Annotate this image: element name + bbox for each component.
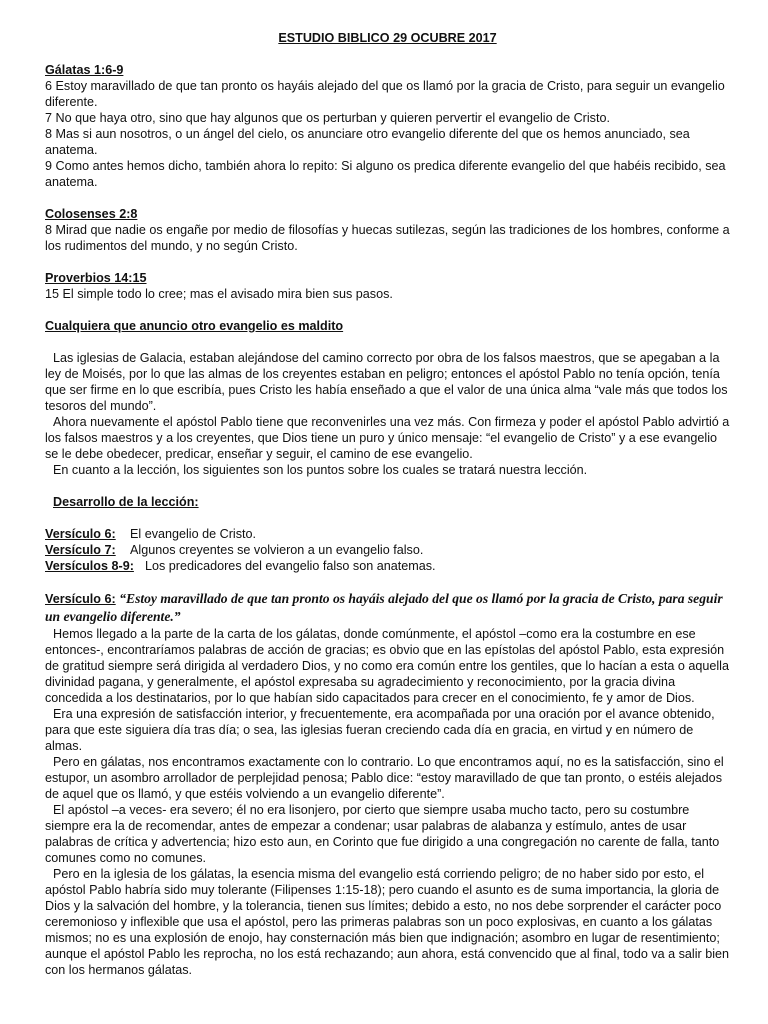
document-page bbox=[45, 30, 730, 978]
paragraph: Ahora nuevamente el apóstol Pablo tiene que reconvenirles una vez más. Con firmeza y poder el apóstol Pablo advirtió a los falsos maestros y a los creyentes, que Dios tiene un puro y único mensaje: “el evangelio de Cristo” y a ese evangelio se le debe obedecer, predicar, enseñar y seguir, el camino de ese evangelio. bbox=[45, 415, 730, 461]
section-proverbios bbox=[45, 270, 730, 302]
verse-line: 9 Como antes hemos dicho, también ahora lo repito: Si alguno os predica diferente evangelio del que habéis recibido, sea anatema. bbox=[45, 159, 726, 189]
verse-line: 8 Mirad que nadie os engañe por medio de filosofías y huecas sutilezas, según las tradiciones de los hombres, conforme a los rudimentos del mundo, y no según Cristo. bbox=[45, 223, 730, 253]
point-text: Algunos creyentes se volvieron a un evangelio falso. bbox=[130, 543, 424, 557]
section-heading: Colosenses 2:8 bbox=[45, 207, 138, 221]
verse-line: 7 No que haya otro, sino que hay algunos que os perturban y quieren pervertir el evangelio de Cristo. bbox=[45, 111, 610, 125]
development-list bbox=[45, 526, 730, 574]
section-colosenses bbox=[45, 206, 730, 254]
paragraph: Pero en la iglesia de los gálatas, la esencia misma del evangelio está corriendo peligro; de no haber sido por esto, el apóstol Pablo habría sido muy tolerante (Filipenses 1:15-18); pero cuando el asunto es de suma importancia, la gloria de Dios y la salvación del hombre, y la tolerancia, tienen sus límites; debido a esto, no nos debe sorprender el carácter poco ceremonioso y inflexible que usa el apóstol, pero las primeras palabras son un poco explosivas, en cuanto a los gálatas mismos; no es una explosión de enojo, hay consternación más bien que indignación; asombro en lugar de resentimiento; aunque el apóstol Pablo les reprocha, no los está rechazando; aun ahora, está convencido que al final, todo va a salir bien con los hermanos gálatas. bbox=[45, 867, 730, 977]
section-heading: Gálatas 1:6-9 bbox=[45, 63, 124, 77]
paragraph: El apóstol –a veces- era severo; él no era lisonjero, por cierto que siempre usaba mucho tacto, pero su costumbre siempre era la de recomendar, antes de empezar a condenar; usar palabras de alabanza y estímulo, antes de usar palabras de crítica y advertencia; hizo esto aun, en Corinto que fue dirigido a una congregación no carente de falla, tanto comunes como no comunes. bbox=[45, 803, 720, 865]
paragraph: En cuanto a la lección, los siguientes son los puntos sobre los cuales se tratará nuestra lección. bbox=[53, 463, 588, 477]
verse-line: 15 El simple todo lo cree; mas el avisado mira bien sus pasos. bbox=[45, 287, 393, 301]
list-item bbox=[45, 542, 730, 558]
paragraph: Hemos llegado a la parte de la carta de los gálatas, donde comúnmente, el apóstol –como era la costumbre en ese entonces-, encontraríamos palabras de acción de gracias; es obvio que en las epístolas del apóstol Pablo, esta expresión de gratitud siempre será dirigida al verdadero Dios, y no como era común entre los gentiles, que lo hacían a esta o aquella divinidad pagana, y generalmente, el apóstol expresaba su agradecimiento y reconocimiento, por la gracia divina concedida a los destinatarios, por lo que habían sido capacitados para crecer en el conocimiento, fe y amor de Dios. bbox=[45, 627, 729, 705]
list-item bbox=[45, 526, 730, 542]
section-galatas bbox=[45, 62, 730, 190]
intro-heading: Cualquiera que anuncio otro evangelio es maldito bbox=[45, 319, 344, 333]
verse-line: 6 Estoy maravillado de que tan pronto os hayáis alejado del que os llamó por la gracia de Cristo, para seguir un evangelio diferente. bbox=[45, 79, 725, 109]
point-label: Versículos 8-9: bbox=[45, 559, 134, 573]
point-label: Versículo 7: bbox=[45, 543, 116, 557]
point-text: Los predicadores del evangelio falso son anatemas. bbox=[145, 559, 436, 573]
point-text: El evangelio de Cristo. bbox=[130, 527, 257, 541]
development-heading: Desarrollo de la lección: bbox=[53, 495, 199, 509]
paragraph: Era una expresión de satisfacción interior, y frecuentemente, era acompañada por una oración por el avance obtenido, para que este siguiera día tras día; o sea, las iglesias fueran creciendo cada día en gracia, en virtud y en número de almas. bbox=[45, 707, 715, 753]
intro-body bbox=[45, 350, 730, 478]
section-heading: Proverbios 14:15 bbox=[45, 271, 147, 285]
verse6-section bbox=[45, 590, 730, 978]
document-title: ESTUDIO BIBLICO 29 OCUBRE 2017 bbox=[278, 31, 497, 45]
list-item bbox=[45, 558, 730, 574]
verse-line: 8 Mas si aun nosotros, o un ángel del cielo, os anunciare otro evangelio diferente del que os hemos anunciado, sea anatema. bbox=[45, 127, 690, 157]
paragraph: Pero en gálatas, nos encontramos exactamente con lo contrario. Lo que encontramos aquí, no es la satisfacción, sino el estupor, un asombro arrollador de perplejidad penosa; Pablo dice: “estoy maravillado de que tan pronto, o estéis alejados de aquel que os llamó, y que estéis volviendo a un evangelio diferente”. bbox=[45, 755, 724, 801]
point-label: Versículo 6: bbox=[45, 527, 116, 541]
verse6-quote: “Estoy maravillado de que tan pronto os hayáis alejado del que os llamó por la gracia de Cristo, para seguir un evangelio diferente.” bbox=[45, 591, 723, 624]
paragraph: Las iglesias de Galacia, estaban alejándose del camino correcto por obra de los falsos maestros, que se apegaban a la ley de Moisés, por lo que las almas de los creyentes estaban en peligro; entonces el apóstol Pablo no tenía opción, tenía que ser firme en lo que escribía, pues Cristo les había enseñado a que el valor de una única alma “vale más que todos los tesoros del mundo”. bbox=[45, 351, 728, 413]
verse6-label: Versículo 6: bbox=[45, 592, 116, 606]
verse6-heading bbox=[45, 590, 730, 626]
